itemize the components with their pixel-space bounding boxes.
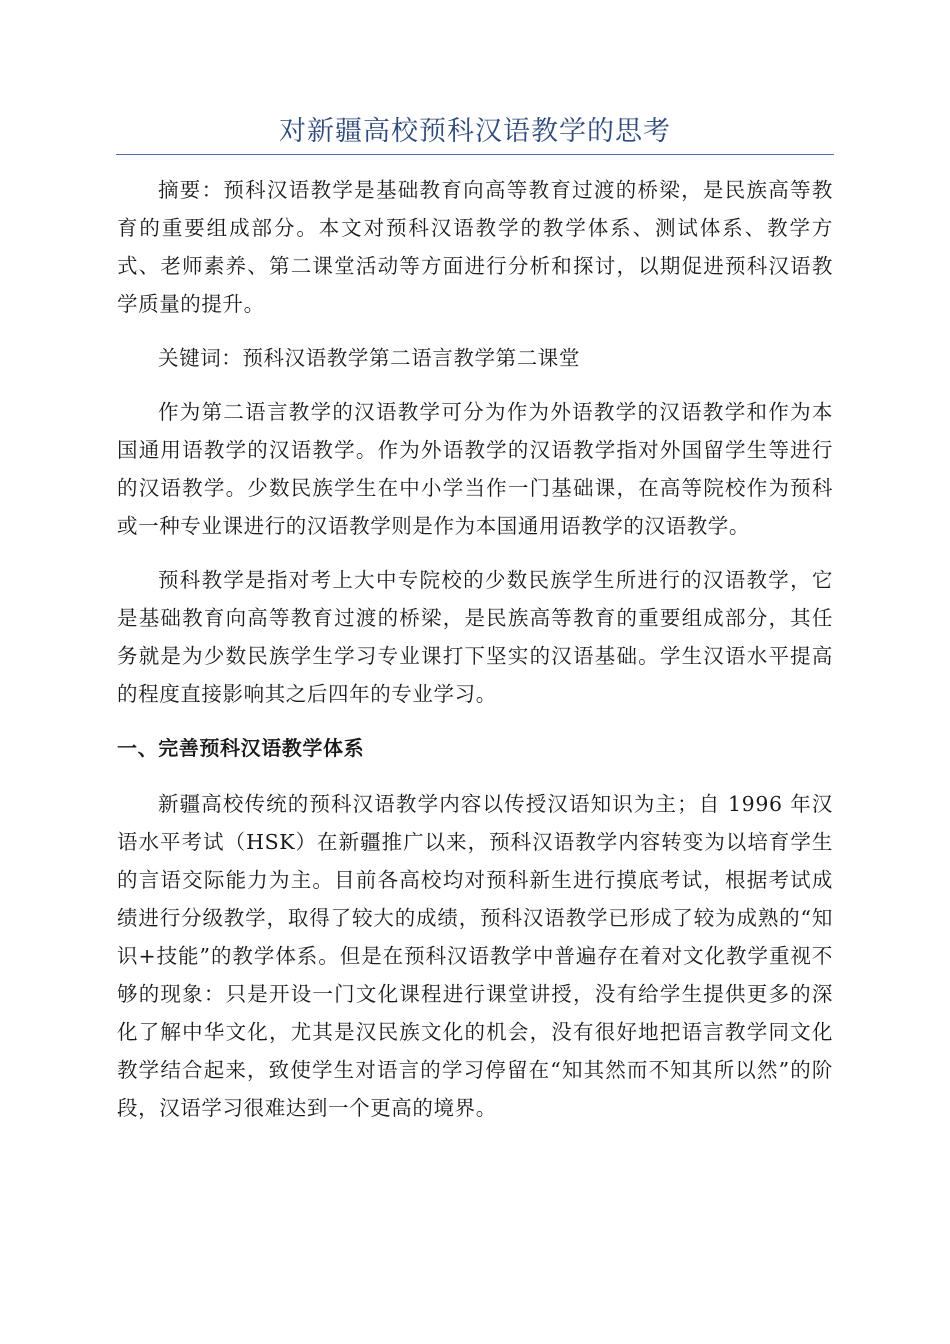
section-paragraph: 新疆高校传统的预科汉语教学内容以传授汉语知识为主；自 1996 年汉语水平考试（HSK）在新疆推广以来，预科汉语教学内容转变为以培育学生的言语交际能力为主。目前各高校均对预科新生进行摸底考试，根据考试成绩进行分级教学，取得了较大的成绩，预科汉语教学已形成了较为成熟的“知识+技能”的教学体系。但是在预科汉语教学中普遍存在着对文化教学重视不够的现象：只是开设一门文化课程进行课堂讲授，没有给学生提供更多的深化了解中华文化，尤其是汉民族文化的机会，没有很好地把语言教学同文化教学结合起来，致使学生对语言的学习停留在“知其然而不知其所以然”的阶段，汉语学习很难达到一个更高的境界。 [117,792,833,1120]
keywords-paragraph: 关键词：预科汉语教学第二语言教学第二课堂 [158,346,580,370]
document-title: 对新疆高校预科汉语教学的思考 [279,116,671,147]
title-underline [116,154,834,155]
section-heading: 一、完善预科汉语教学体系 [117,736,365,760]
body-paragraph: 预科教学是指对考上大中专院校的少数民族学生所进行的汉语教学，它是基础教育向高等教育过渡的桥梁，是民族高等教育的重要组成部分，其任务就是为少数民族学生学习专业课打下坚实的汉语基础。学生汉语水平提高的程度直接影响其之后四年的专业学习。 [117,568,833,706]
document-body [117,171,833,1143]
body-paragraph: 作为第二语言教学的汉语教学可分为作为外语教学的汉语教学和作为本国通用语教学的汉语教学。作为外语教学的汉语教学指对外国留学生等进行的汉语教学。少数民族学生在中小学当作一门基础课，在高等院校作为预科或一种专业课进行的汉语教学则是作为本国通用语教学的汉语教学。 [117,400,833,538]
abstract-paragraph: 摘要：预科汉语教学是基础教育向高等教育过渡的桥梁，是民族高等教育的重要组成部分。本文对预科汉语教学的教学体系、测试体系、教学方式、老师素养、第二课堂活动等方面进行分析和探讨，以期促进预科汉语教学质量的提升。 [117,178,833,316]
